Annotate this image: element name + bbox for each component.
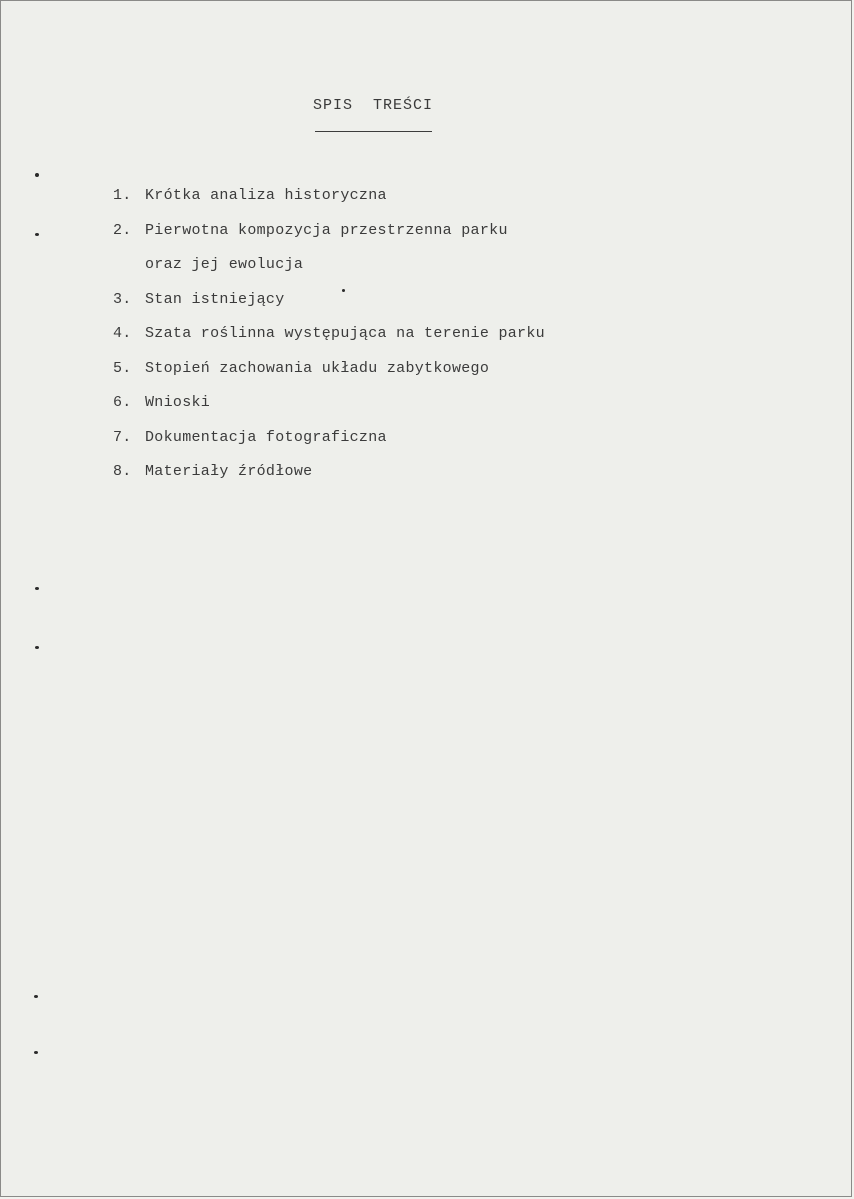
toc-entry-text: Dokumentacja fotograficzna [145, 428, 387, 446]
toc-entry-number: 2. [113, 221, 132, 239]
scan-speck [34, 1051, 38, 1054]
toc-entry-number: 3. [113, 290, 132, 308]
toc-entry-text: Wnioski [145, 394, 211, 411]
toc-entry-continuation [113, 252, 545, 287]
toc-entry [113, 321, 545, 356]
toc-entry [113, 425, 545, 460]
toc-entry [113, 183, 545, 218]
toc-entry-number: 5. [113, 359, 132, 377]
scan-speck [35, 587, 39, 590]
toc-entry-number: 1. [113, 187, 132, 204]
toc-entry [113, 218, 545, 253]
toc-entry-text: oraz jej ewolucja [145, 256, 304, 273]
table-of-contents [113, 183, 545, 494]
toc-entry-number: 7. [113, 428, 132, 446]
toc-entry-number: 8. [113, 463, 132, 480]
scan-speck [35, 173, 39, 177]
scan-speck [35, 646, 39, 649]
toc-entry-text: Stopień zachowania układu zabytkowego [145, 359, 490, 377]
scan-speck [35, 233, 39, 236]
toc-entry [113, 390, 545, 425]
toc-entry-text: Szata roślinna występująca na terenie parku [145, 325, 545, 342]
toc-entry [113, 459, 545, 494]
toc-entry-text: Pierwotna kompozycja przestrzenna parku [145, 221, 508, 239]
toc-entry [113, 356, 545, 391]
toc-entry-number: 4. [113, 325, 132, 342]
toc-entry-text: Stan istniejący [145, 290, 285, 308]
title-underline [315, 131, 432, 132]
toc-entry-text: Krótka analiza historyczna [145, 187, 387, 204]
toc-entry-text: Materiały źródłowe [145, 463, 313, 480]
toc-entry-number: 6. [113, 394, 132, 411]
scan-speck [34, 995, 38, 998]
page-title: SPIS TREŚCI [313, 97, 434, 114]
toc-entry [113, 287, 545, 322]
scan-speck [342, 289, 345, 292]
